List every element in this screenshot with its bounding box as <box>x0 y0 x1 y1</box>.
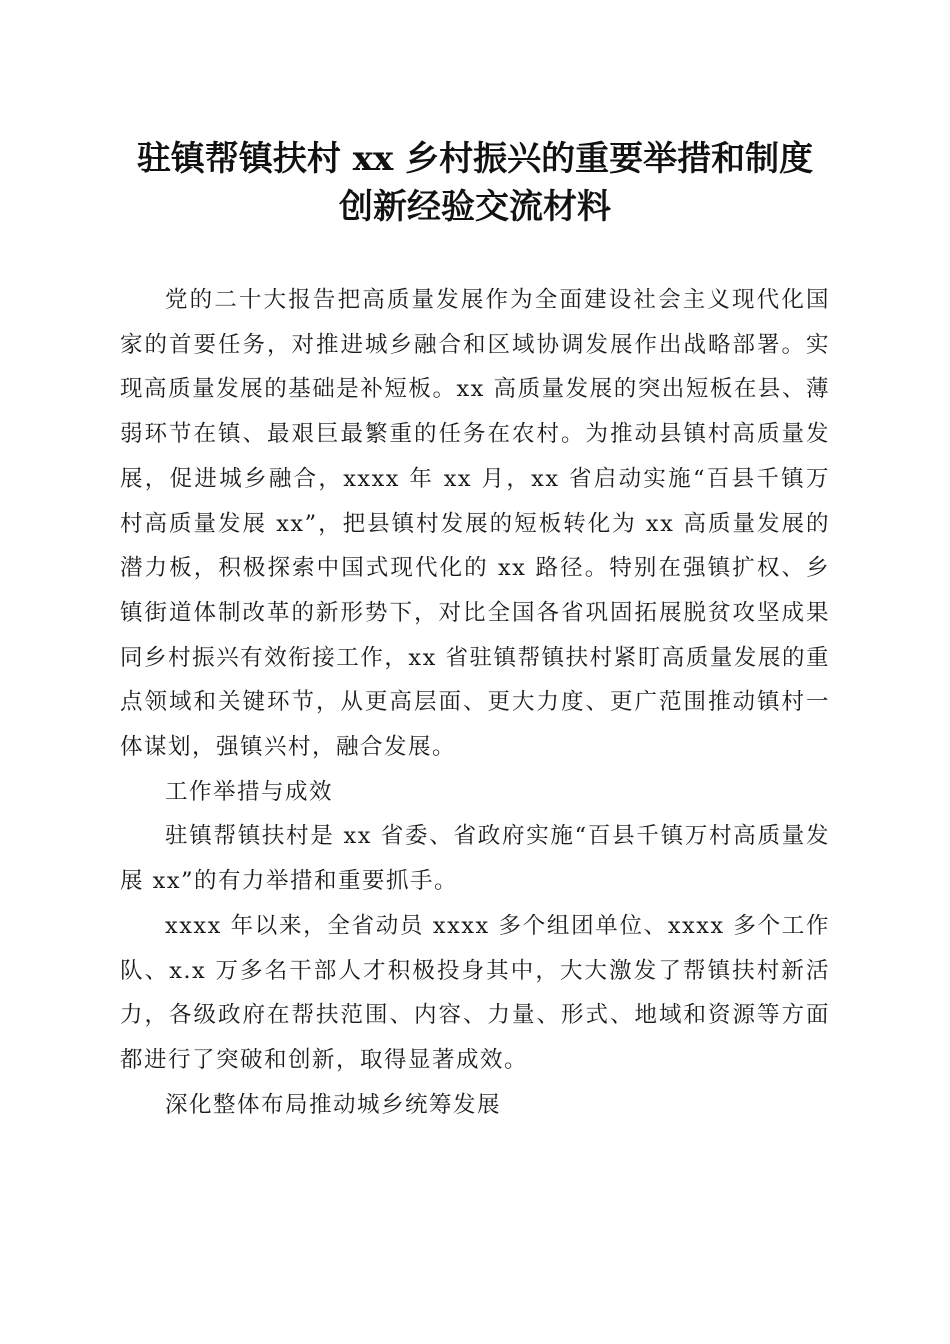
title-line-2: 创新经验交流材料 <box>339 187 611 227</box>
title-line-1: 驻镇帮镇扶村 xx 乡村振兴的重要举措和制度 <box>136 139 814 179</box>
paragraph-measures: 驻镇帮镇扶村是 xx 省委、省政府实施“百县千镇万村高质量发展 xx”的有力举措和重要抓手。 <box>120 823 830 895</box>
document-body <box>120 278 830 1127</box>
section-heading-layout: 深化整体布局推动城乡统筹发展 <box>165 1091 502 1118</box>
document-title <box>95 135 855 231</box>
paragraph-results: xxxx 年以来，全省动员 xxxx 多个组团单位、xxxx 多个工作队、x.x 万多名干部人才积极投身其中，大大激发了帮镇扶村新活力，各级政府在帮扶范围、内容、力量、形式、地域和资源等方面都进行了突破和创新，取得显著成效。 <box>120 912 830 1073</box>
paragraph-intro: 党的二十大报告把高质量发展作为全面建设社会主义现代化国家的首要任务，对推进城乡融合和区域协调发展作出战略部署。实现高质量发展的基础是补短板。xx 高质量发展的突出短板在县、薄弱环节在镇、最艰巨最繁重的任务在农村。为推动县镇村高质量发展，促进城乡融合，xxxx 年 xx 月，xx 省启动实施“百县千镇万村高质量发展 xx”，把县镇村发展的短板转化为 xx 高质量发展的潜力板，积极探索中国式现代化的 xx 路径。特别在强镇扩权、乡镇街道体制改革的新形势下，对比全国各省巩固拓展脱贫攻坚成果同乡村振兴有效衔接工作，xx 省驻镇帮镇扶村紧盯高质量发展的重点领域和关键环节，从更高层面、更大力度、更广范围推动镇村一体谋划，强镇兴村，融合发展。 <box>120 287 830 761</box>
section-heading-measures: 工作举措与成效 <box>165 778 334 805</box>
